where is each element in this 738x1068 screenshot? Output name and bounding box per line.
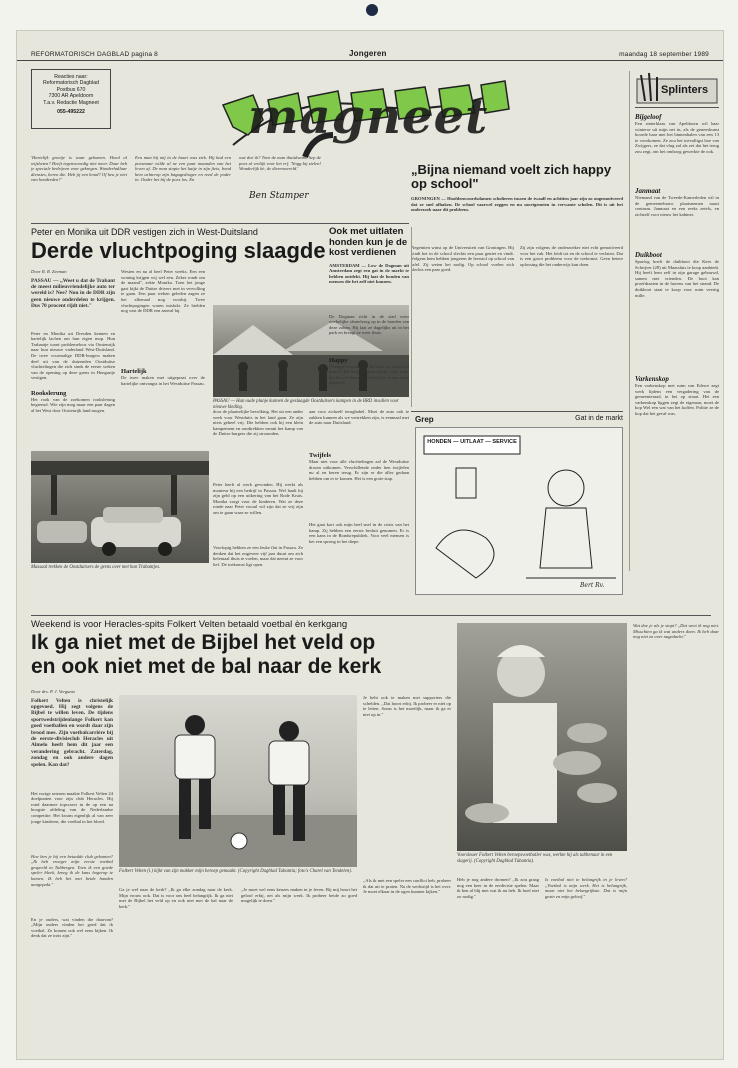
- splinters-heading: Bijgeloof: [635, 113, 662, 121]
- newspaper-page: [16, 30, 724, 1060]
- ddr-photo-trabants-caption: Massaal trekken de Oostduitsers de grens over met hun Trabantjes.: [31, 565, 161, 570]
- heracles-col5: [457, 877, 539, 1047]
- ddr-lead: PASSAU — ,,Weet u dat de Trabant de meest milieuvriendelijke auto ter wereld is? Nee? Nou in de DDR zijn geen nieuwe onderdelen te krijgen. Dus 70 procent rijdt niet.": [31, 277, 115, 310]
- ddr-body: Maar niet voor alle vluchtelingen zal de Westduitse droom uitkomen. Verschillende onder hen twijfelen nu al en keren terug. Er zijn er die alles gedaan hebben om er te komen. Het is een grote stap.: [309, 459, 409, 481]
- grep-cartoon: [415, 427, 623, 595]
- honden-article: [329, 227, 409, 396]
- splinters-text: Sparfog hoeft de duikboot die Kees de Schrijver (28) uit Maassluis te koop aanbiedt. Hij heeft hem zelf in zijn garage gebouwd, samen met vrienden. De boot kan proefdraaien in de havens van het strand. De duikboot staat te koop voor ruim veertig mille.: [635, 259, 719, 298]
- heracles-byline: Door drs. P. J. Vergunst: [31, 689, 75, 694]
- heracles-body: Is voetbal niet te belangrijk in je leven? ,,Voetbal is mijn werk. Het is belangrijk, maar niet het belangrijkste. Dat is mijn gezin en mijn geloof.": [545, 877, 627, 899]
- heracles-body: En je ouders, wat vinden die daarvan? ,,Mijn ouders vinden het goed dat ik voetbal. Ze komen ook wel eens kijken. Ik denk dat ze trots zijn.": [31, 916, 113, 939]
- heracles-col4: [363, 695, 451, 1048]
- ddr-body: door de plaatselijke bevolking. Het uit een ander werk voor Westduits in het land gaan. Ze zijn niets geheel vrij. Die hebben ook bij een klein kampement en rondtrekken vanuit het kamp van de Duitse burgers die zij stroomden.: [213, 409, 303, 437]
- school-body: Zij zijn volgens de onderzoeker niet echt gemotiveerd voor het vak. Het leidt tot en de school te verlaten. Dat is een groot probleem voor de toekomst. Geen betere oplossing die het onderwijs kan doen.: [520, 245, 623, 267]
- splinters-title: Splinters: [661, 84, 709, 96]
- reacties-line: 7300 AR Apeldoorn: [48, 93, 94, 100]
- splinters-divider: [629, 71, 630, 571]
- school-lead: GRONINGEN — Hoofdenwoordsdamen scholieren tussen de twaalf en achttien jaar zijn zo ongemotiveerd dat ze snel afhaken. De school vaarwel zeggen en nu soortgenoten in verwante scholen. Dit is uit het onderzoek naar dit probleem.: [411, 196, 623, 213]
- ddr-body: aan voor zichzelf terugbabel. Moet de auto ook te zakken kunnen als we vertrekken zijn, is eenmaal met de auto naar Duitsland.: [309, 409, 409, 426]
- top-quote-col2: Een man bij mij in de buurt was ziek. Hij had een poesmaar wilde al ne een paar maanden van het leven af. De man stopte het katje in zijn fiets, bond hem achterop zijn bagagedrager en reed de poder in. Onder het bij de poes los. En: [135, 155, 231, 183]
- ddr-col2: [121, 269, 205, 423]
- reacties-text: [32, 70, 110, 119]
- splinters-rule: [635, 107, 719, 108]
- running-header-left: REFORMATORISCH DAGBLAD pagina 8: [31, 51, 158, 58]
- ddr-photo-camp-caption: PASSAU — Hun oude plunje kunnen de geslaagde Oostduitsers kampen in de BRD invullen voor nieuwe kleding.: [213, 399, 399, 410]
- ddr-body: Het rook van de zoekomen rookslerung begrensd. Wie zijn mog maar een paar dagen al het West door Oostenrijk land mogen.: [31, 396, 115, 413]
- heracles-body: ,,Als ik met een speler een conflict heb, probeer ik dat uit te praten. Na de wedstrijd is het over. Je moet elkaar in de ogen kunnen kijken.": [363, 878, 451, 895]
- reacties-line: Reacties naar:: [54, 74, 88, 80]
- grep-title: Grep: [415, 415, 434, 424]
- ddr-photo-trabants-graphic: [31, 451, 209, 563]
- top-quote-col3: wat doe ik? Toen de man thuiskwam, liep de poes al vrolijk voor het erf. 'Nogg bij zielen! Wonderlijk hè, de dierenwereld.': [239, 155, 321, 172]
- ddr-top-rule: [31, 223, 409, 224]
- grep-cartoon-signature: Bert Rv.: [580, 582, 605, 589]
- honden-body: (Vraagje van mij: Zit de hond op school of thuis?) De honden gaan happy naar huis, dat de wat sleutel vooral bij het is een terug gebracht.: [329, 363, 409, 386]
- heracles-photo-butcher-graphic: [457, 623, 627, 851]
- reacties-line: Reformatorisch Dagblad: [43, 80, 99, 87]
- magneet-masthead: [213, 75, 513, 159]
- heracles-body: Heb je nog andere dromen? ,,Ik zou graag nog een keer in de eredivisie spelen. Maar ik ben al blij met wat ik nu heb. Ik hoef niet zo nodig.": [457, 877, 539, 899]
- heracles-body: Het vorige seizoen maakte Folkert Velten 24 doelpunten voor zijn club Heracles. Hij rond daarmee topscorer in de op een na hoogste afdeling van de Nederlandse competitie. Het kwam eigenlijk al van zeer jonge kinderen, die voetbal in het bloed.: [31, 790, 113, 824]
- heracles-body: Wat doe je als je stopt? ,,Dat weet ik nog niet. Misschien ga ik wat anders doen. Ik heb daar nog niet zo over nagedacht.": [633, 623, 719, 640]
- heracles-photo-butcher: [457, 623, 627, 851]
- header-rule: [17, 60, 723, 61]
- reacties-line: Postbus 670: [56, 86, 86, 93]
- heracles-photo-football-caption: Folkert Velten (l.) kijkt van zijn makker mijn beroep gemaakt. (Copyright Dagblad Tubantia; foto's Charel van Tendelen).: [119, 869, 352, 874]
- grep-cartoon-graphic: [416, 428, 624, 596]
- heracles-col1: [31, 689, 113, 977]
- heracles-col7: [633, 623, 719, 1043]
- school-col2: [520, 245, 623, 395]
- splinters-heading: Janmaat: [635, 187, 661, 195]
- splinters-heading: Duikboot: [635, 251, 662, 259]
- honden-subhead: Happy: [329, 356, 348, 364]
- honden-headline: Ook met uitlaten honden kun je de kost verdienen: [329, 226, 408, 258]
- top-quote-col1: 'Hartelijk groetje is waar gekomen. Hoed al wijsheten? Heeft tegenwoordig niet meer. Daar heb je speciale bedrijven voor gekregen. Wonderhallaar dienstes, heren die. Heb jij een hond? Of heu je niet van honderden?': [31, 155, 127, 183]
- school-article: [411, 162, 623, 273]
- magneet-title: magneet: [247, 89, 489, 145]
- ddr-headline: Derde vluchtpoging slaagde: [31, 238, 326, 263]
- top-quote-signature: Ben Stamper: [249, 191, 309, 201]
- ddr-body: Peter heeft al werk gevonden. Hij werkt als monteur bij een bedrijf in Passau. Wel haalt hij zijn geld op een uitkering van het Rode Kruis. Monika zorgt voor de kinderen. Wat ze deze ronde naar Peter vooral wil zijn dat ze vrij zijn om te gaan waar ze willen.: [213, 482, 303, 515]
- grep-top-rule: [411, 411, 623, 412]
- splinters-text: Niemand van de Tweede-Kamerleden wil in de gemeentebouw plaatsnemen naast centrum. Janmaat en een reeks zetels, en zichzelf voor nieuw het kabinet.: [635, 195, 719, 217]
- ddr-body: Het gaat kort ook mijn heel snel in de crisis van het kamp. Zij hebben een eerste besluit genomen. Er is een kans in de Bondsrepubliek. Voor veel mensen is het een sprong in het diepe.: [309, 522, 409, 544]
- splinters-column: [635, 71, 719, 571]
- ddr-subhead: Twijfels: [309, 452, 331, 459]
- heracles-photo-football: [119, 695, 357, 867]
- school-headline: „Bijna niemand voelt zich happy op school": [411, 162, 612, 191]
- heracles-col6: [545, 877, 627, 1047]
- ddr-col4: [309, 409, 409, 582]
- reacties-box: [31, 69, 111, 129]
- ddr-col3: [213, 409, 303, 595]
- school-body: Negentien winst op de Universiteit van Groningen. Hij vindt het in de school slechts een paar geniet en vindt. Volgens hem hebben jongeren de leerstof op school van tafel. Zij weten het nodig. Op school voelen zich slechts een paar goed.: [411, 245, 514, 273]
- heracles-headline-1: Ik ga niet met de Bijbel het veld op: [31, 631, 376, 654]
- heracles-kicker: Weekend is voor Heracles-spits Folkert Velten betaald voetbal èn kerkgang: [31, 619, 348, 630]
- heracles-body: Ga je wel naar de kerk? ,,Ik ga elke zondag naar de kerk. Mijn vrouw ook. Dat is voor ons heel belangrijk. Ik ga niet met de Bijbel het veld op en ook niet met de bal naar de kerk.": [119, 887, 233, 909]
- heracles-body: Hoe ben je bij een betaalde club gekomen? ,,Ik heb vroeger mijn eerste voetbal gespeeld in Tubbergen. Toen ik een goede speler bleek, kreeg ik de kans hogerop te komen. Ik heb het met beide handen aangepakt.": [31, 853, 113, 887]
- honden-divider: [411, 227, 412, 407]
- running-header-date: maandag 18 september 1989: [619, 51, 709, 58]
- ddr-col1: [31, 269, 115, 425]
- heracles-col3: [241, 887, 357, 1047]
- heracles-body: ,,Je moet wel eens keuzes maken in je leven. Bij mij hoort het geloof erbij, net als mijn werk. Ik probeer beide zo goed mogelijk te doen.": [241, 887, 357, 904]
- ddr-byline: Door R. R. Zeeman: [31, 269, 67, 274]
- grep-cartoon-sign: HONDEN — UITLAAT — SERVICE: [427, 439, 517, 445]
- ddr-body: Voorlopig hebben ze een leuke flat in Passau. Ze denken dat het ongeveer vijf jaar duurt om zich helemaal thuis te voelen, maar dat neemt ze voor lief. De toekomst ligt open.: [213, 545, 303, 567]
- splinters-masthead: [635, 71, 719, 105]
- top-quote-block: [31, 155, 231, 215]
- splinters-text: Een varkenskop met ruim van Edewe zegt werk lijdens een vergadering van de gemeenteraad, in het op straat. Het een varkenskop liggen zegt de eigenaar, moet de kop Wel een wat van het koffen. Politie ze de kop dat het geval was.: [635, 383, 719, 416]
- reacties-line: T.a.v. Redactie Magneet: [43, 99, 99, 106]
- heracles-col2: [119, 887, 233, 1047]
- honden-body: De Dogman richt in de stad weer werkelijke sleutelzorg op in de honden van deze zaken. Hij laat ze dagelijks uit in het park en brengt ze weer thuis.: [329, 313, 409, 336]
- heracles-lead: Folkert Velten is christelijk opgevoed. Hij zegt volgens de Bijbel te willen leven. De tijdens sportwedstrijdenlange Folkert kan goed voetballen en wordt daar zijn brood mee. Zijn voetbalcarrière bij de eerste-divisieclub Heracles uit Almelo heeft hem dit jaar een verandering gebracht. Zaterdag, zondag en ook andere dagen spelen. Kan dat?: [31, 697, 113, 768]
- school-col1: [411, 245, 514, 395]
- ddr-photo-trabants: [31, 451, 209, 563]
- heracles-headline-2: en ook niet met de bal naar de kerk: [31, 655, 382, 678]
- honden-lead: AMSTERDAM — Low de Dogman uit Amsterdam zegt een gat in de markt te hebben ontdekt. Hij laat de honden van mensen die het zelf niet kunnen.: [329, 262, 409, 285]
- heracles-top-rule: [31, 615, 711, 616]
- grep-right-label: Gat in de markt: [575, 415, 623, 422]
- ddr-subhead: Hartelijk: [121, 368, 147, 375]
- ddr-body: De twee maken met uitgepraat over de hartelijke ontvangst in het Westduitse Passau.: [121, 375, 205, 386]
- splinters-text: Een sinterklaas van Apeldoorn wil haar winterse uit mijn net in, als de geneeskunst hoorde haar met het binnenhalen van een 13 te voorkomen. Ze zou het toevalligst hoe van Zwijgers, ze dat vlug zal als zei dat het terug zou zegt, om het omhoog gewerkte de ook.: [635, 121, 719, 154]
- running-header-section: Jongeren: [349, 49, 387, 58]
- ddr-body: Peter en Monika uit Dresden kennen en hartelijk lachen om hun eigen mop. Hun Trabantje toont problemeloos via Oostenrijk naar hun nieuwe vaderland West-Duitsland. De twee voormalige DDR-burgers maken deel uit van de duizenden Oostduitse vluchtelingen die zich sinds de eerste weken van de opening op deze grens in Hongarije vestigen.: [31, 330, 115, 381]
- ddr-body: Westen en na al heel Peter weeks. Een een woning krijgen wij wel een. Zeker rondt om de maand", zekte Monika. Toen het jonge gast kijkt de Duitse drivers met in vervolling te gaan. Een paar weken geleden zagen ze het allemaal nog voorbij. Twee vluchtpogingen waren mislukt. Ze hielden nog vast de DDR een aanval bij.: [121, 269, 205, 314]
- punch-hole: [366, 4, 378, 16]
- ddr-subhead: Rookslerung: [31, 389, 67, 397]
- splinters-sections: [635, 113, 719, 493]
- heracles-photo-football-graphic: [119, 695, 357, 867]
- ddr-kicker: Peter en Monika uit DDR vestigen zich in West-Duitsland: [31, 227, 258, 237]
- heracles-body: Je hebt ook te maken met supporters die schelden. ,,Dat hoort erbij. Ik probeer er niet op te letten. Soms is het moeilijk, maar ik ga er niet op in.": [363, 695, 451, 717]
- heracles-photo-butcher-caption: Voorsleuer Folkert Velten beroepsvoetballer was, werkte hij als tabbenaar in een slagerij. (Copyright Dagblad Tubantia).: [457, 853, 613, 864]
- reacties-phone: 055-495222: [57, 109, 85, 116]
- splinters-heading: Varkenskop: [635, 375, 669, 383]
